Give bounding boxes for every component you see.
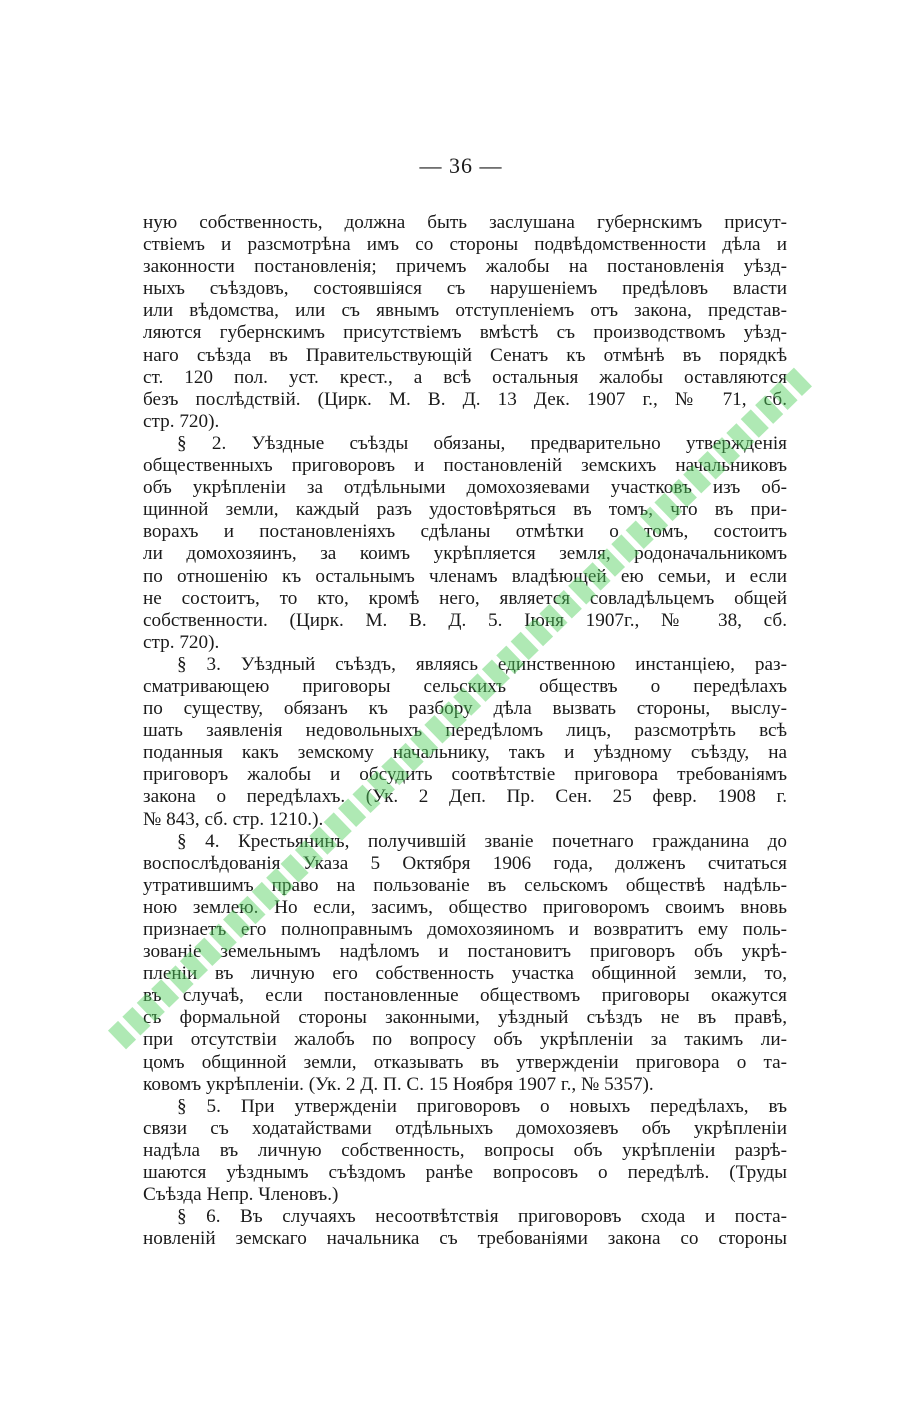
- text-line: собственности. (Цирк. М. В. Д. 5. Іюня 1907г., № 38, сб.: [143, 609, 787, 631]
- text-line: сматривающею приговоры сельскихъ обществъ о передѣлахъ: [143, 675, 787, 697]
- text-line: № 843, сб. стр. 1210.).: [143, 808, 324, 830]
- text-line: щинной земли, каждый разъ удостовѣряться въ томъ, что въ при-: [143, 499, 787, 521]
- text-line: связи съ ходатайствами отдѣльныхъ домохозяевъ объ укрѣпленіи: [143, 1117, 787, 1139]
- text-line: ствіемъ и разсмотрѣна имъ со стороны подвѣдомственности дѣла и: [143, 234, 787, 256]
- text-line: Съѣзда Непр. Членовъ.): [143, 1184, 339, 1206]
- text-line: шать заявленія недовольныхъ передѣломъ лицъ, разсмотрѣть всѣ: [143, 720, 787, 742]
- page-text: [143, 212, 787, 1250]
- text-line: общественныхъ приговоровъ и постановленій земскихъ начальниковъ: [143, 455, 787, 477]
- page-number: — 36 —: [419, 153, 503, 178]
- text-line: поданныя какъ земскому начальнику, такъ и уѣздному съѣзду, на: [143, 742, 787, 764]
- text-line: съ формальной стороны законными, уѣздный съѣздъ не въ правѣ,: [143, 1007, 787, 1029]
- text-line: приговоръ жалобы и обсудить соотвѣтствіе приговора требованіямъ: [143, 764, 787, 786]
- text-line: утратившимъ право на пользованіе въ сельскомъ обществѣ надѣль-: [143, 874, 787, 896]
- text-line: зованіе земельнымъ надѣломъ и постановитъ приговоръ объ укрѣ-: [143, 941, 787, 963]
- text-line: пленіи въ личную его собственность участка общинной земли, то,: [143, 963, 787, 985]
- text-line: § 5. При утвержденіи приговоровъ о новыхъ передѣлахъ, въ: [177, 1095, 787, 1117]
- text-line: § 4. Крестьянинъ, получившій званіе почетнаго гражданина до: [177, 830, 787, 852]
- text-line: новленій земскаго начальника съ требованіями закона со стороны: [143, 1228, 787, 1250]
- text-line: объ укрѣпленіи за отдѣльными домохозяевами участковъ изъ об-: [143, 477, 787, 499]
- text-line: не состоитъ, то кто, кромѣ него, является совладѣльцемъ общей: [143, 587, 787, 609]
- text-line: стр. 720).: [143, 631, 220, 653]
- text-line: ли домохозяинъ, за коимъ укрѣпляется земля, родоначальникомъ: [143, 543, 787, 565]
- text-line: ныхъ съѣздовъ, состоявшіяся съ нарушеніемъ предѣловъ власти: [143, 278, 787, 300]
- text-line: ную собственность, должна быть заслушана губернскимъ присут-: [143, 212, 787, 233]
- text-line: по отношенію къ остальнымъ членамъ владѣющей ею семьи, и если: [143, 565, 787, 587]
- text-line: § 2. Уѣздные съѣзды обязаны, предварительно утвержденія: [177, 432, 787, 454]
- text-line: при отсутствіи жалобъ по вопросу объ укрѣпленіи за такимъ ли-: [143, 1029, 787, 1051]
- text-line: ворахъ и постановленіяхъ сдѣланы отмѣтки о томъ, состоитъ: [143, 521, 787, 543]
- text-line: § 6. Въ случаяхъ несоотвѣтствія приговоровъ схода и поста-: [177, 1206, 787, 1228]
- text-line: стр. 720).: [143, 410, 220, 432]
- text-line: законности постановленія; причемъ жалобы на постановленія уѣзд-: [143, 256, 787, 278]
- text-line: шаются уѣзднымъ съѣздомъ ранѣе вопросовъ о передѣлѣ. (Труды: [143, 1162, 787, 1184]
- text-line: ст. 120 пол. уст. крест., а всѣ остальныя жалобы оставляются: [143, 366, 787, 388]
- text-line: § 3. Уѣздный съѣздъ, являясь единственною инстанціею, раз-: [177, 653, 787, 675]
- text-line: безъ послѣдствій. (Цирк. М. В. Д. 13 Дек. 1907 г., № 71, сб.: [143, 388, 787, 410]
- text-line: закона о передѣлахъ. (Ук. 2 Деп. Пр. Сен. 25 февр. 1908 г.: [143, 786, 787, 808]
- text-line: ляются губернскимъ присутствіемъ вмѣстѣ съ производствомъ уѣзд-: [143, 322, 787, 344]
- text-line: воспослѣдованія Указа 5 Октября 1906 года, долженъ считаться: [143, 852, 787, 874]
- text-line: или вѣдомства, или съ явнымъ отступленіемъ отъ закона, представ-: [143, 300, 787, 322]
- text-line: по существу, обязанъ къ разбору дѣла вызвать стороны, выслу-: [143, 698, 787, 720]
- text-line: цомъ общинной земли, отказывать въ утвержденіи приговора о та-: [143, 1051, 787, 1073]
- text-line: наго съѣзда въ Правительствующій Сенатъ къ отмѣнѣ въ порядкѣ: [143, 344, 787, 366]
- text-line: ковомъ укрѣпленіи. (Ук. 2 Д. П. С. 15 Ноября 1907 г., № 5357).: [143, 1073, 654, 1095]
- text-line: въ случаѣ, если постановленные обществомъ приговоры окажутся: [143, 985, 787, 1007]
- text-line: надѣла въ личную собственность, вопросы объ укрѣпленіи разрѣ-: [143, 1139, 787, 1161]
- text-line: ною землею. Но если, засимъ, общество приговоромъ своимъ вновь: [143, 896, 787, 918]
- text-line: признаетъ его полноправнымъ домохозяиномъ и возвратитъ ему поль-: [143, 919, 787, 940]
